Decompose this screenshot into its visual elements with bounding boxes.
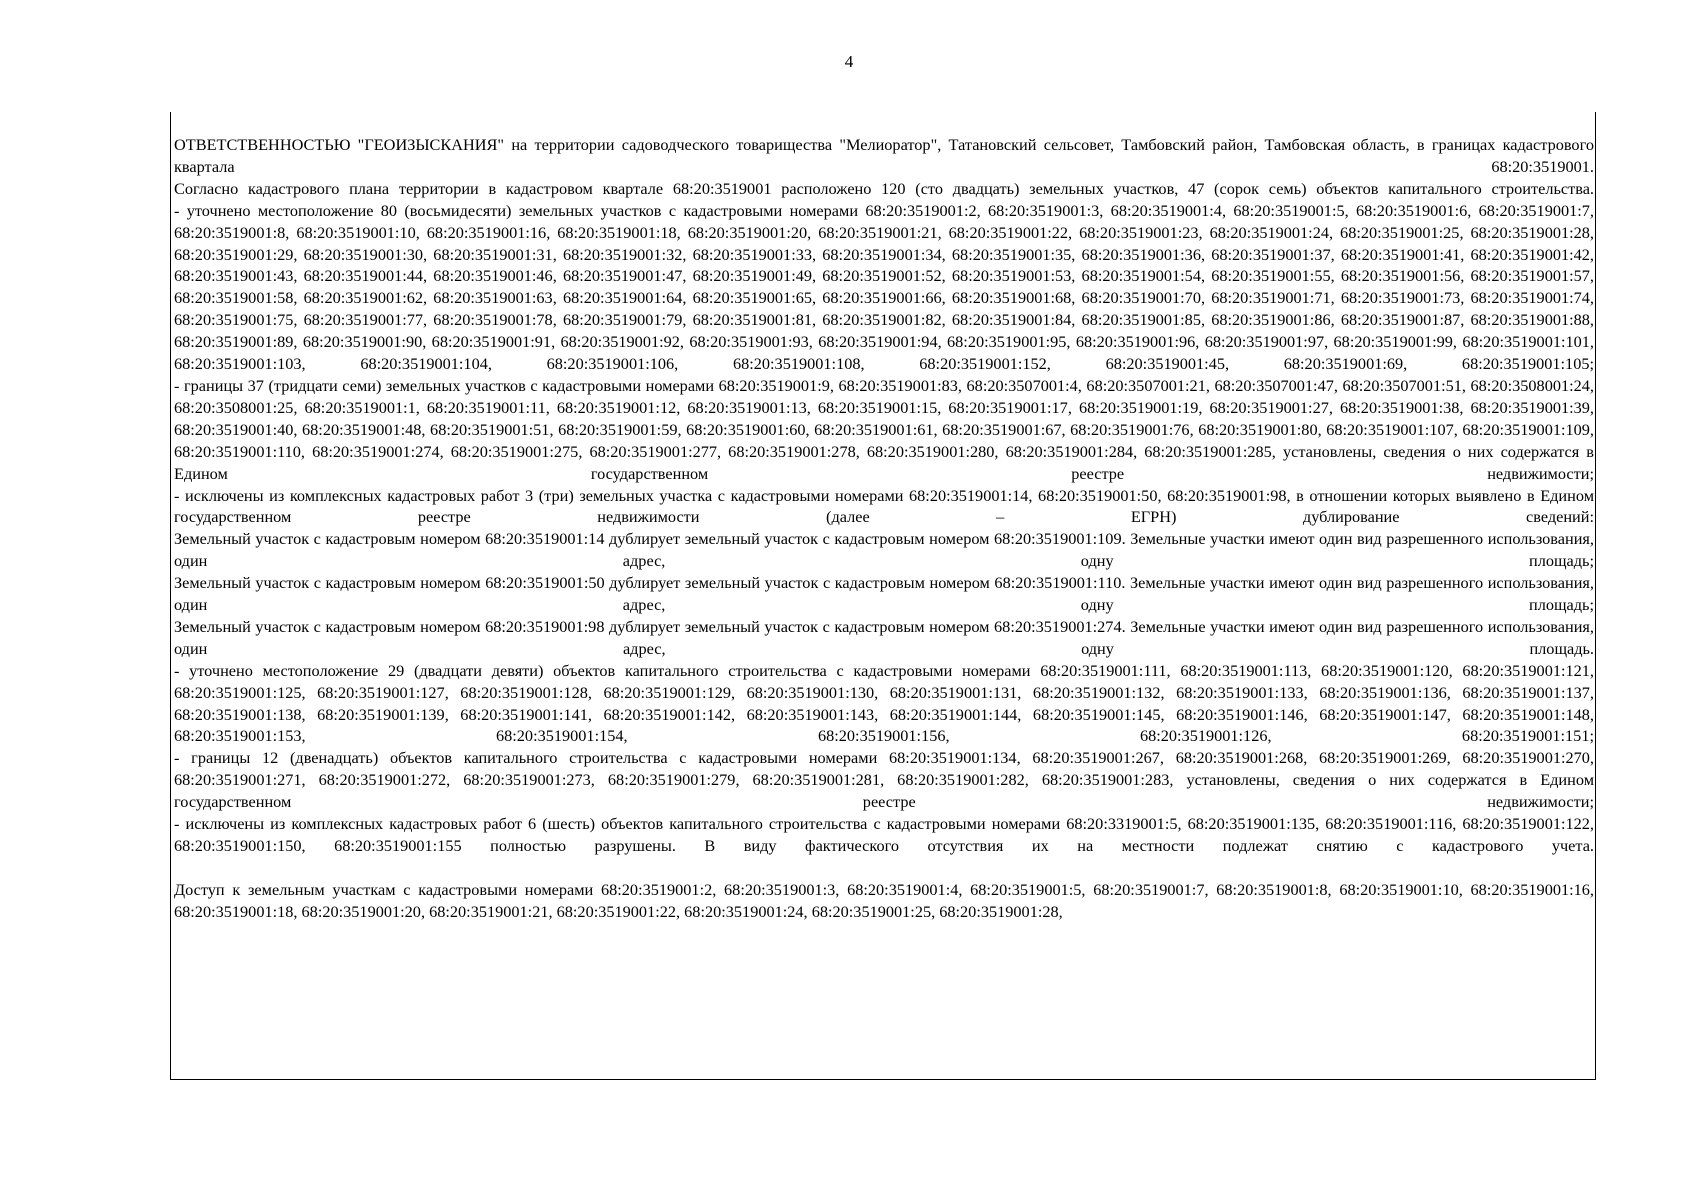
paragraph-duplicate-14: Земельный участок с кадастровым номером 68:20:3519001:14 дублирует земельный участок с кадастровым номером 68:20:3519001:109. Земельные участки имеют один вид разрешенного использования, один адрес, одну площадь; (174, 529, 1594, 571)
paragraph-refined-parcels: - уточнено местоположение 80 (восьмидесяти) земельных участков с кадастровыми номерами 68:20:3519001:2, 68:20:3519001:3, 68:20:3519001:4, 68:20:3519001:5, 68:20:3519001:6, 68:20:3519001:7, 68:20:3519001:8, 68:20:3519001:10, 68:20:3519001:16, 68:20:3519001:18, 68:20:3519001:20, 68:20:3519001:21, 68:20:3519001:22, 68:20:3519001:23, 68:20:3519001:24, 68:20:3519001:25, 68:20:3519001:28, 68:20:3519001:29, 68:20:3519001:30, 68:20:3519001:31, 68:20:3519001:32, 68:20:3519001:33, 68:20:3519001:34, 68:20:3519001:35, 68:20:3519001:36, 68:20:3519001:37, 68:20:3519001:41, 68:20:3519001:42, 68:20:3519001:43, 68:20:3519001:44, 68:20:3519001:46, 68:20:3519001:47, 68:20:3519001:49, 68:20:3519001:52, 68:20:3519001:53, 68:20:3519001:54, 68:20:3519001:55, 68:20:3519001:56, 68:20:3519001:57, 68:20:3519001:58, 68:20:3519001:62, 68:20:3519001:63, 68:20:3519001:64, 68:20:3519001:65, 68:20:3519001:66, 68:20:3519001:68, 68:20:3519001:70, 68:20:3519001:71, 68:20:3519001:73, 68:20:3519001:74, 68:20:3519001:75, 68:20:3519001:77, 68:20:3519001:78, 68:20:3519001:79, 68:20:3519001:81, 68:20:3519001:82, 68:20:3519001:84, 68:20:3519001:85, 68:20:3519001:86, 68:20:3519001:87, 68:20:3519001:88, 68:20:3519001:89, 68:20:3519001:90, 68:20:3519001:91, 68:20:3519001:92, 68:20:3519001:93, 68:20:3519001:94, 68:20:3519001:95, 68:20:3519001:96, 68:20:3519001:97, 68:20:3519001:99, 68:20:3519001:101, 68:20:3519001:103, 68:20:3519001:104, 68:20:3519001:106, 68:20:3519001:108, 68:20:3519001:152, 68:20:3519001:45, 68:20:3519001:69, 68:20:3519001:105; (174, 200, 1594, 374)
paragraph-established-buildings: - границы 12 (двенадцать) объектов капитального строительства с кадастровыми номерами 68:20:3519001:134, 68:20:3519001:267, 68:20:3519001:268, 68:20:3519001:269, 68:20:3519001:270, 68:20:3519001:271, 68:20:3519001:272, 68:20:3519001:273, 68:20:3519001:279, 68:20:3519001:281, 68:20:3519001:282, 68:20:3519001:283, установлены, сведения о них содержатся в Едином государственном реестре недвижимости; (174, 748, 1594, 812)
page-number: 4 (844, 52, 854, 71)
paragraph-access: Доступ к земельным участкам с кадастровыми номерами 68:20:3519001:2, 68:20:3519001:3, 68:20:3519001:4, 68:20:3519001:5, 68:20:3519001:7, 68:20:3519001:8, 68:20:3519001:10, 68:20:3519001:16, 68:20:3519001:18, 68:20:3519001:20, 68:20:3519001:21, 68:20:3519001:22, 68:20:3519001:24, 68:20:3519001:25, 68:20:3519001:28, (174, 879, 1594, 921)
paragraph-spacer (174, 857, 1594, 879)
paragraph-cadastral-plan: Согласно кадастрового плана территории в кадастровом квартале 68:20:3519001 расположено 120 (сто двадцать) земельных участков, 47 (сорок семь) объектов капитального строительства. (174, 178, 1594, 198)
paragraph-excluded-parcels: - исключены из комплексных кадастровых работ 3 (три) земельных участка с кадастровыми номерами 68:20:3519001:14, 68:20:3519001:50, 68:20:3519001:98, в отношении которых выявлено в Едином государственном реестре недвижимости (далее – ЕГРН) дублирование сведений: (174, 485, 1594, 527)
paragraph-org-location: ОТВЕТСТВЕННОСТЬЮ "ГЕОИЗЫСКАНИЯ" на территории садоводческого товарищества "Мелиоратор", Татановский сельсовет, Тамбовский район, Тамбовская область, в границах кадастрового квартала 68:20:3519001. (174, 135, 1594, 176)
paragraph-established-parcels: - границы 37 (тридцати семи) земельных участков с кадастровыми номерами 68:20:3519001:9, 68:20:3519001:83, 68:20:3507001:4, 68:20:3507001:21, 68:20:3507001:47, 68:20:3507001:51, 68:20:3508001:24, 68:20:3508001:25, 68:20:3519001:1, 68:20:3519001:11, 68:20:3519001:12, 68:20:3519001:13, 68:20:3519001:15, 68:20:3519001:17, 68:20:3519001:19, 68:20:3519001:27, 68:20:3519001:38, 68:20:3519001:39, 68:20:3519001:40, 68:20:3519001:48, 68:20:3519001:51, 68:20:3519001:59, 68:20:3519001:60, 68:20:3519001:61, 68:20:3519001:67, 68:20:3519001:76, 68:20:3519001:80, 68:20:3519001:107, 68:20:3519001:109, 68:20:3519001:110, 68:20:3519001:274, 68:20:3519001:275, 68:20:3519001:277, 68:20:3519001:278, 68:20:3519001:280, 68:20:3519001:284, 68:20:3519001:285, установлены, сведения о них содержатся в Едином государственном реестре недвижимости; (174, 375, 1594, 483)
paragraph-duplicate-98: Земельный участок с кадастровым номером 68:20:3519001:98 дублирует земельный участок с кадастровым номером 68:20:3519001:274. Земельные участки имеют один вид разрешенного использования, один адрес, одну площадь. (174, 616, 1594, 658)
paragraph-duplicate-50: Земельный участок с кадастровым номером 68:20:3519001:50 дублирует земельный участок с кадастровым номером 68:20:3519001:110. Земельные участки имеют один вид разрешенного использования, один адрес, одну площадь; (174, 573, 1594, 615)
paragraph-refined-buildings: - уточнено местоположение 29 (двадцати девяти) объектов капитального строительства с кадастровыми номерами 68:20:3519001:111, 68:20:3519001:113, 68:20:3519001:120, 68:20:3519001:121, 68:20:3519001:125, 68:20:3519001:127, 68:20:3519001:128, 68:20:3519001:129, 68:20:3519001:130, 68:20:3519001:131, 68:20:3519001:132, 68:20:3519001:133, 68:20:3519001:136, 68:20:3519001:137, 68:20:3519001:138, 68:20:3519001:139, 68:20:3519001:141, 68:20:3519001:142, 68:20:3519001:143, 68:20:3519001:144, 68:20:3519001:145, 68:20:3519001:146, 68:20:3519001:147, 68:20:3519001:148, 68:20:3519001:153, 68:20:3519001:154, 68:20:3519001:156, 68:20:3519001:126, 68:20:3519001:151; (174, 660, 1594, 746)
document-body (174, 134, 1594, 923)
paragraph-excluded-buildings: - исключены из комплексных кадастровых работ 6 (шесть) объектов капитального строительства с кадастровыми номерами 68:20:3319001:5, 68:20:3519001:135, 68:20:3519001:116, 68:20:3519001:122, 68:20:3519001:150, 68:20:3519001:155 полностью разрушены. В виду фактического отсутствия их на местности подлежат снятию с кадастрового учета. (174, 814, 1594, 855)
